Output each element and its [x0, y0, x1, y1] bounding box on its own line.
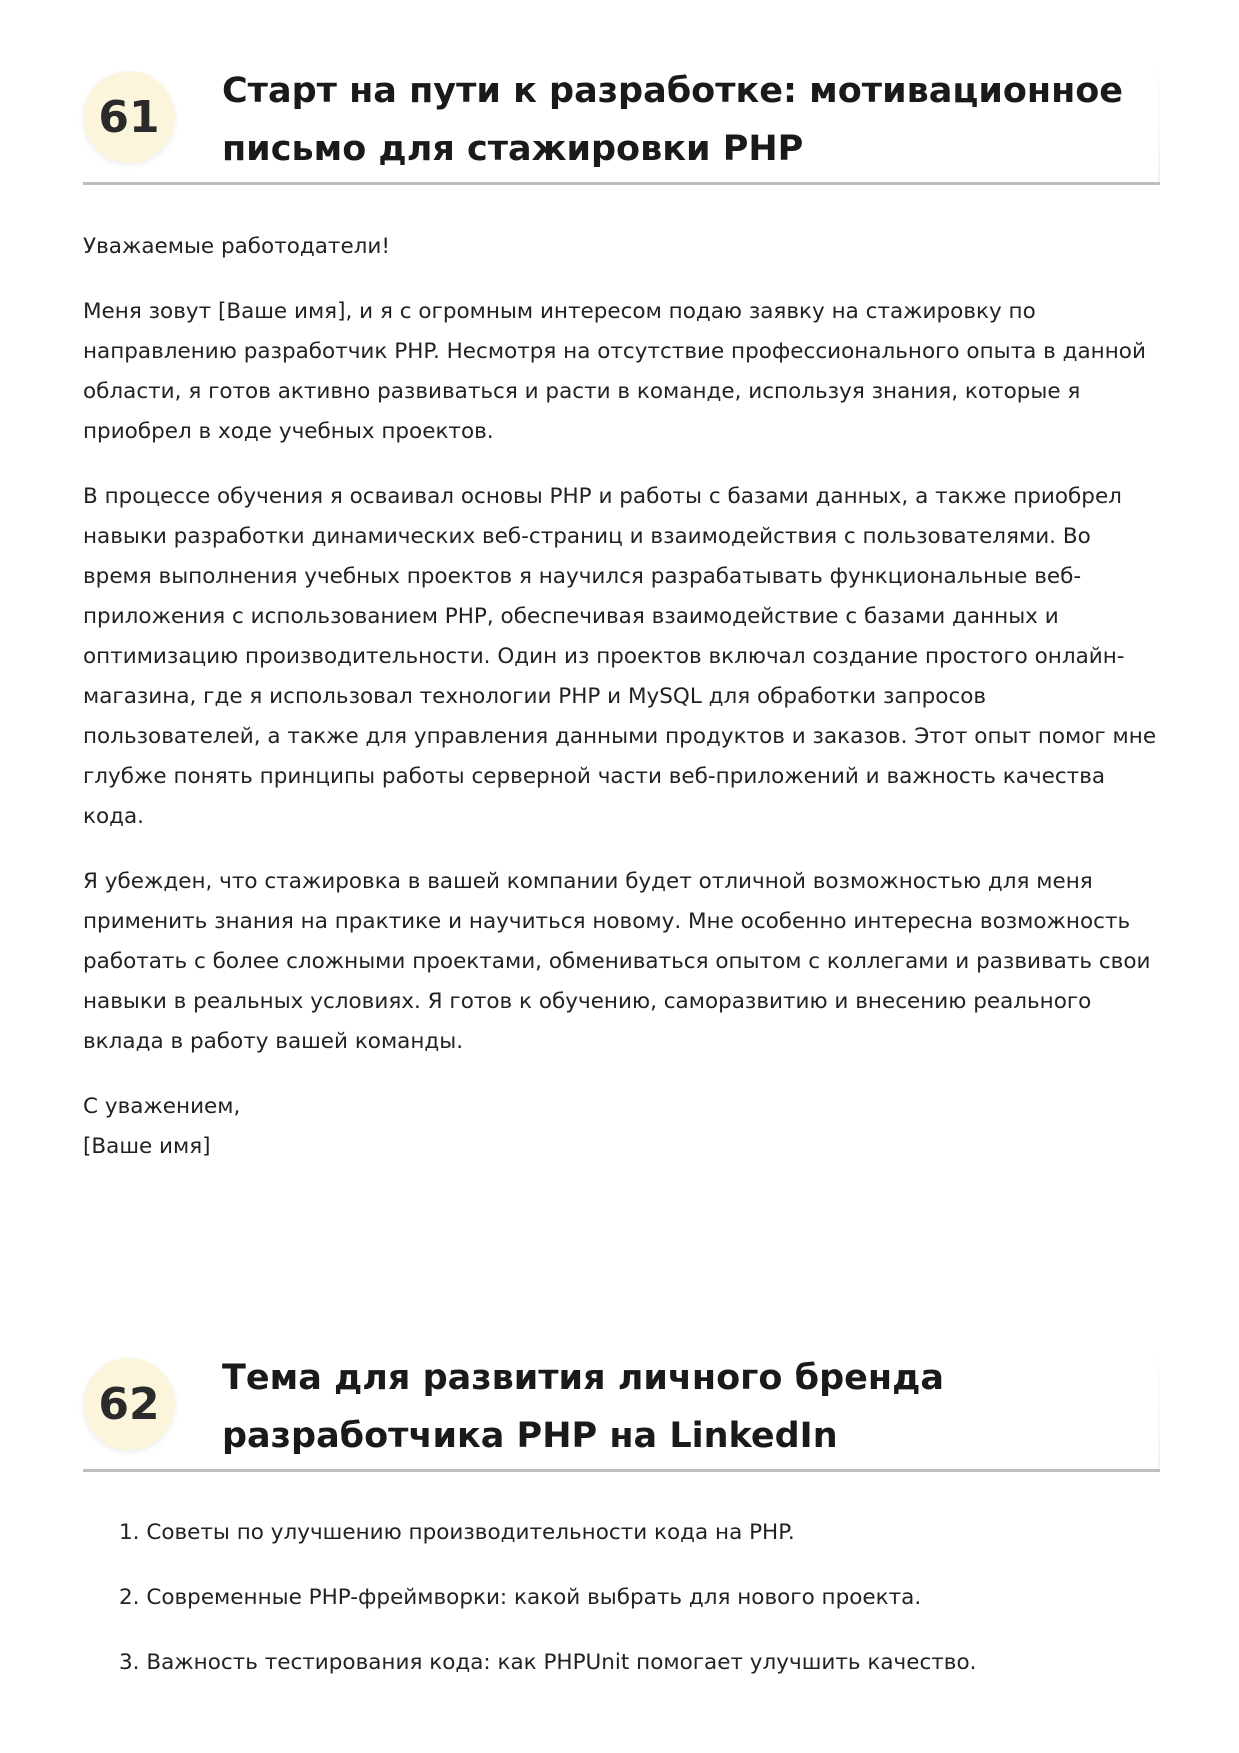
list-item: 3. Важность тестирования кода: как PHPUnit помогает улучшить качество. — [119, 1650, 977, 1675]
letter-greeting: Уважаемые работодатели! — [83, 234, 391, 259]
section-header — [83, 62, 1160, 185]
list-item: 2. Современные PHP-фреймворки: какой выбрать для нового проекта. — [119, 1585, 922, 1610]
letter-paragraph: Я убежден, что стажировка в вашей компании будет отличной возможностью для меня применить знания на практике и научиться новому. Мне особенно интересна возможность работать с более сложными проектами, обмениваться опытом с коллегами и развивать свои навыки в реальных условиях. Я готов к обучению, саморазвитию и внесению реального вклада в работу вашей команды. — [83, 869, 1151, 1054]
section-title: Старт на пути к разработке: мотивационное письмо для стажировки PHP — [222, 71, 1124, 169]
section-number-badge: 62 — [83, 1358, 175, 1450]
list-item: 1. Советы по улучшению производительности кода на PHP. — [119, 1520, 795, 1545]
section-title: Тема для развития личного бренда разработчика PHP на LinkedIn — [222, 1358, 944, 1456]
section-header — [83, 1349, 1160, 1472]
letter-closing: С уважением, — [83, 1094, 241, 1119]
section-62 — [83, 1349, 1160, 1675]
topic-list — [83, 1513, 1160, 1708]
letter-body — [83, 227, 1160, 1167]
section-number-badge: 61 — [83, 71, 175, 163]
letter-paragraph: Меня зовут [Ваше имя], и я с огромным интересом подаю заявку на стажировку по направлению разработчик PHP. Несмотря на отсутствие профессионального опыта в данной области, я готов активно развиваться и расти в команде, используя знания, которые я приобрел в ходе учебных проектов. — [83, 299, 1146, 444]
letter-paragraph: В процессе обучения я осваивал основы PHP и работы с базами данных, а также приобрел навыки разработки динамических веб-страниц и взаимодействия с пользователями. Во время выполнения учебных проектов я научился разрабатывать функциональные веб-приложения с использованием PHP, обеспечивая взаимодействие с базами данных и оптимизацию производительности. Один из проектов включал создание простого онлайн-магазина, где я использовал технологии PHP и MySQL для обработки запросов пользователей, а также для управления данными продуктов и заказов. Этот опыт помог мне глубже понять принципы работы серверной части веб-приложений и важность качества кода. — [83, 484, 1157, 829]
letter-signature: [Ваше имя] — [83, 1134, 211, 1159]
section-61 — [83, 62, 1160, 1159]
